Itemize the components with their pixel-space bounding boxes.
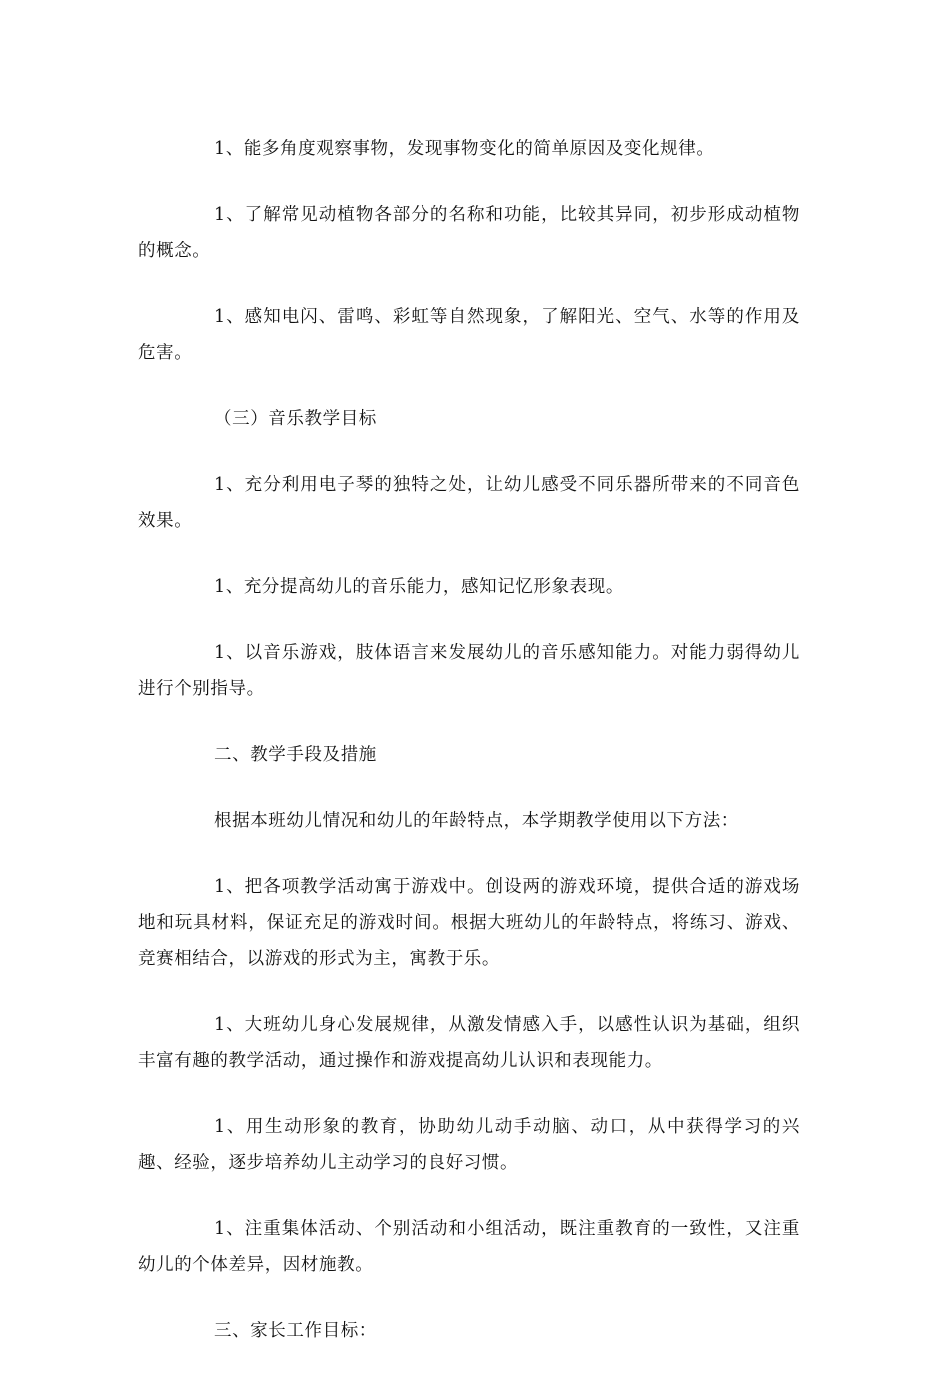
paragraph-games: 1、把各项教学活动寓于游戏中。创设两的游戏环境，提供合适的游戏场地和玩具材料，保证充足的游戏时间。根据大班幼儿的年龄特点，将练习、游戏、竞赛相结合，以游戏的形式为主，寓教于乐。	[138, 877, 800, 969]
document-body	[138, 131, 800, 1379]
paragraph-music-games: 1、以音乐游戏，肢体语言来发展幼儿的音乐感知能力。对能力弱得幼儿进行个别指导。	[138, 643, 800, 699]
subheading-music-goals: （三）音乐教学目标	[214, 409, 377, 429]
paragraph-plants-animals: 1、了解常见动植物各部分的名称和功能，比较其异同，初步形成动植物的概念。	[138, 205, 800, 261]
heading-parent-work: 三、家长工作目标：	[214, 1321, 377, 1341]
paragraph-natural-phenomena: 1、感知电闪、雷鸣、彩虹等自然现象，了解阳光、空气、水等的作用及危害。	[138, 307, 800, 363]
heading-teaching-methods: 二、教学手段及措施	[214, 745, 377, 765]
paragraph-music-ability: 1、充分提高幼儿的音乐能力，感知记忆形象表现。	[214, 577, 624, 597]
paragraph-development: 1、大班幼儿身心发展规律，从激发情感入手，以感性认识为基础，组织丰富有趣的教学活动，通过操作和游戏提高幼儿认识和表现能力。	[138, 1015, 800, 1071]
paragraph-electronic-keyboard: 1、充分利用电子琴的独特之处，让幼儿感受不同乐器所带来的不同音色效果。	[138, 475, 800, 531]
paragraph-vivid-education: 1、用生动形象的教育，协助幼儿动手动脑、动口，从中获得学习的兴趣、经验，逐步培养幼儿主动学习的良好习惯。	[138, 1117, 800, 1173]
paragraph-observe-changes: 1、能多角度观察事物，发现事物变化的简单原因及变化规律。	[214, 139, 715, 159]
paragraph-methods-intro: 根据本班幼儿情况和幼儿的年龄特点，本学期教学使用以下方法：	[214, 811, 739, 831]
paragraph-group-activities: 1、注重集体活动、个别活动和小组活动，既注重教育的一致性，又注重幼儿的个体差异，因材施教。	[138, 1219, 800, 1275]
